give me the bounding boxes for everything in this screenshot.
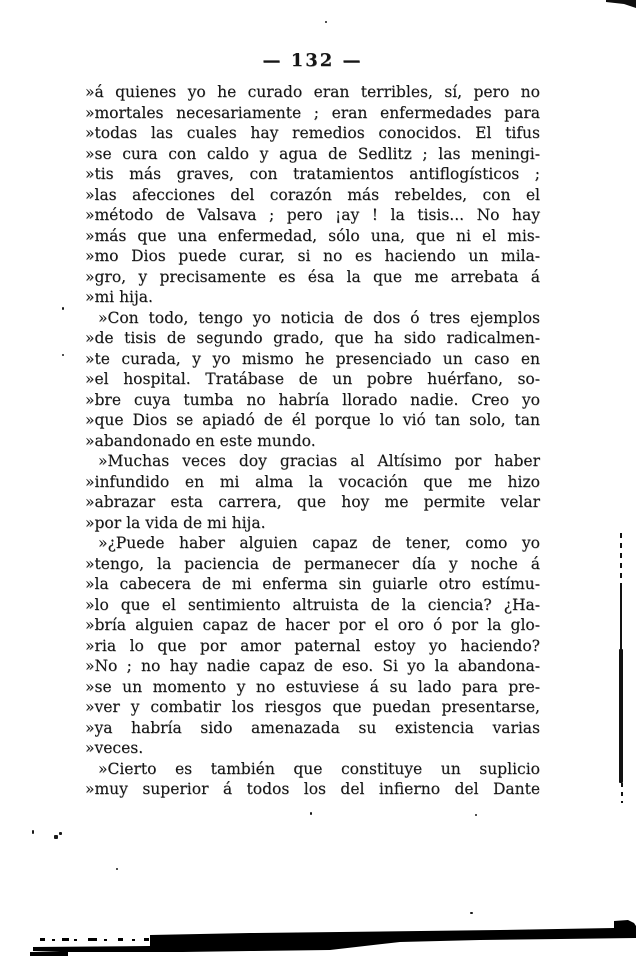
paragraph [85,82,540,308]
ink-speck [475,814,477,816]
ink-speck [54,835,58,839]
text-line: »el hospital. Tratábase de un pobre huérfano, so- [85,370,540,388]
paragraph [85,308,540,452]
scan-line-right-margin-tail [621,783,623,803]
text-line: »todas las cuales hay remedios conocidos. El tifus [85,124,540,142]
text-line: »se cura con caldo y agua de Sedlitz ; las meningi- [85,144,540,163]
text-line: »mortales necesariamente ; eran enfermedades para [85,103,540,122]
paragraph [85,451,540,533]
text-line: »infundido en mi alma la vocación que me hizo [85,472,540,491]
text-line: »ria lo que por amor paternal estoy yo haciendo? [85,636,540,655]
text-line: »gro, y precisamente es ésa la que me arrebata á [85,267,540,286]
text-line: »veces. [85,739,144,757]
scan-mark-top-right [600,0,636,12]
paragraph [85,533,540,759]
text-line: »por la vida de mi hija. [85,513,266,532]
page-text [85,82,540,800]
ink-speck [116,868,118,870]
text-line: »se un momento y no estuviese á su lado para pre- [85,677,540,696]
text-line: »muy superior á todos los del infierno del Dante [85,780,540,798]
ink-speck [310,812,312,815]
text-line: »lo que el sentimiento altruista de la ciencia? ¿Ha- [85,595,540,614]
text-line: »abrazar esta carrera, que hoy me permite velar [85,493,540,511]
scan-line-right-margin-thick [619,649,623,783]
ink-speck [59,832,62,835]
text-line: »método de Valsava ; pero ¡ay ! la tisis... No hay [85,206,540,224]
text-line: »Muchas veces doy gracias al Altísimo por haber [98,452,540,470]
text-line: »te curada, y yo mismo he presenciado un caso en [85,349,540,368]
ink-speck [62,307,64,310]
text-line: »Con todo, tengo yo noticia de dos ó tres ejemplos [98,308,540,327]
text-line: »ver y combatir los riesgos que puedan presentarse, [85,698,540,716]
paragraph [85,759,540,800]
text-line: »á quienes yo he curado eran terribles, sí, pero no [85,83,540,101]
ink-speck [325,21,327,23]
text-line: »¿Puede haber alguien capaz de tener, como yo [98,534,540,552]
text-line: »abandonado en este mundo. [85,431,316,450]
scan-smudge-bottom [0,919,636,959]
page-number-header: — 132 — [262,50,363,71]
text-line: »de tisis de segundo grado, que ha sido radicalmen- [85,329,540,347]
text-line: »tengo, la paciencia de permanecer día y noche á [85,554,540,573]
text-line: »las afecciones del corazón más rebeldes, con el [85,185,540,204]
text-line: »mo Dios puede curar, si no es haciendo un mila- [85,247,540,265]
scan-line-right-margin-dotted [620,533,622,587]
ink-speck [62,354,64,356]
text-line: »bría alguien capaz de hacer por el oro ó por la glo- [85,616,540,634]
ink-speck [32,830,34,834]
text-line: »más que una enfermedad, sólo una, que ni el mis- [85,226,540,245]
text-line: »bre cuya tumba no habría llorado nadie. Creo yo [85,390,540,409]
scan-line-right-margin-mid [620,587,622,649]
text-line: »ya habría sido amenazada su existencia varias [85,718,540,737]
text-line: »mi hija. [85,288,153,306]
text-line: »que Dios se apiadó de él porque lo vió tan solo, tan [85,411,540,429]
text-line: »tis más graves, con tratamientos antiflogísticos ; [85,165,540,183]
text-line: »No ; no hay nadie capaz de eso. Si yo la abandona- [85,657,540,675]
text-line: »Cierto es también que constituye un suplicio [98,759,540,778]
ink-speck [470,912,473,914]
text-line: »la cabecera de mi enferma sin guiarle otro estímu- [85,575,540,593]
